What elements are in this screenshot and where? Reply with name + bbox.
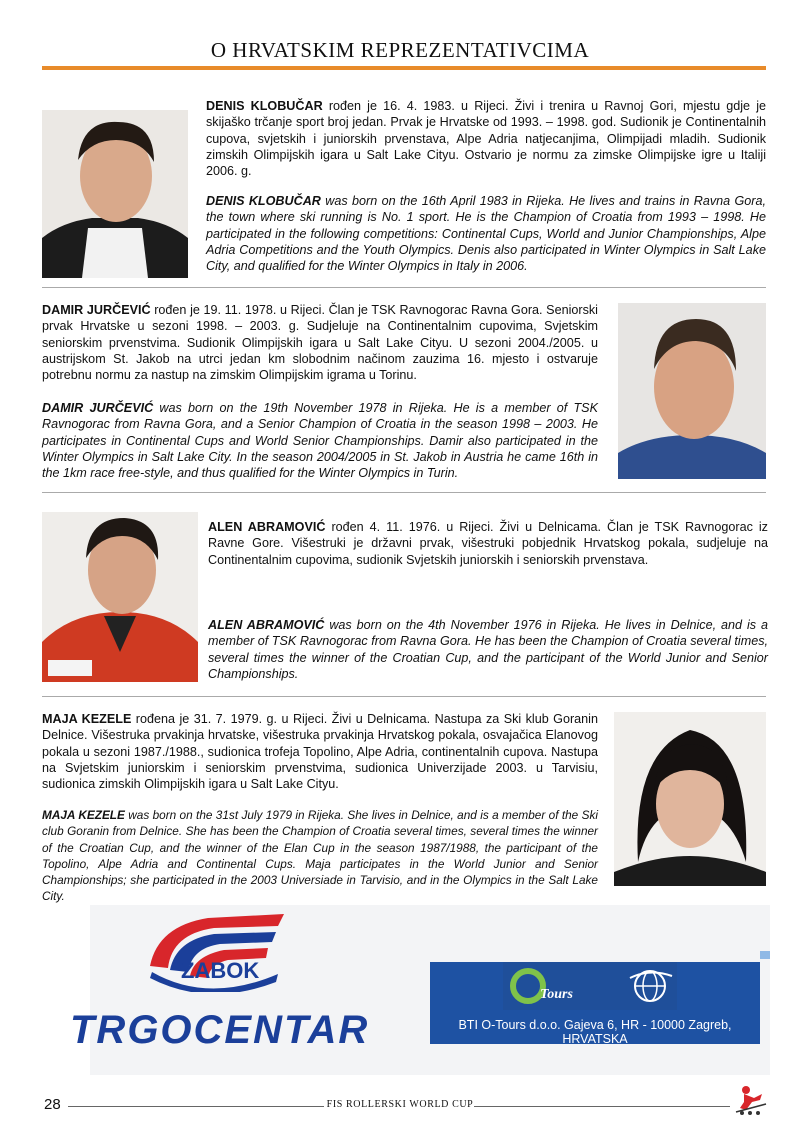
trgocentar-wordmark: TRGOCENTAR (70, 1008, 370, 1052)
athlete-photo-denis (42, 110, 188, 278)
globe-icon (628, 968, 674, 1009)
bio-en-damir: DAMIR JURČEVIĆ was born on the 19th November 1978 in Rijeka. He is a member of TSK Ravnogorac from Ravna Gora, and a Senior Champion of Croatia in the season 1998 – 2003. He participates in Continental Cups and World Senior Championships. Damir also participated in the Winter Olympics in Salt Lake City. In the season 2004/2005 in St. Jakob in Austria he came 16th in the 1km race free-style, and thus qualified for the Winter Olympics in Turin. (42, 401, 598, 481)
athlete-name: DAMIR JURČEVIĆ (42, 303, 151, 317)
divider (42, 287, 766, 288)
footer-rule-right (474, 1106, 730, 1107)
skier-logo-icon (734, 1084, 768, 1121)
trgocentar-logo-icon (148, 912, 284, 997)
title-rule (42, 66, 766, 70)
bio-en-denis: DENIS KLOBUČAR was born on the 16th April 1983 in Rijeka. He lives and trains in Ravna Gora, the town where ski running is No. 1 sport. He is the Champion of Croatia from 1993 – 1998. He participated in the following competitions: Continental Cups, World and Junior Championships, Alpe Adria Competitions and the Youth Olympics. Denis also participated in Winter Olympics in Salt Lake City, and qualified for the Winter Olympics in Italy in 2006. (206, 194, 767, 274)
athlete-photo-alen (42, 512, 198, 682)
otours-logo-text: Tours (540, 987, 573, 1002)
athlete-name: DENIS KLOBUČAR (206, 194, 321, 208)
athlete-photo-maja (614, 712, 766, 886)
page-number: 28 (44, 1096, 61, 1113)
divider (42, 492, 766, 493)
blue-marker (760, 951, 770, 959)
footer-title: FIS ROLLERSKI WORLD CUP (326, 1099, 474, 1110)
athlete-name: MAJA KEZELE (42, 712, 132, 726)
athlete-name: MAJA KEZELE (42, 808, 125, 822)
bio-en-maja: MAJA KEZELE was born on the 31st July 1979 in Rijeka. She lives in Delnice, and is a member of the Ski club Goranin from Delnice. She has been the Champion of Croatia several times, several times the winner of the Croatian Cup, and the winner of the Elan Cup in the season 1987/1988, the participant of the Topolino, Alpe Adria and Continental Cups. Maja participates in the World Junior and Senior Championships; she participated in the 2003 Universiade in Tarvisio, and in the Olympics in the Salt Lake City. (42, 808, 598, 904)
athlete-name: ALEN ABRAMOVIĆ (208, 520, 326, 534)
divider (42, 696, 766, 697)
otours-address: BTI O-Tours d.o.o. Gajeva 6, HR - 10000 Zagreb, HRVATSKA (458, 1018, 732, 1046)
athlete-photo-damir (618, 303, 766, 479)
bio-hr-denis: DENIS KLOBUČAR rođen je 16. 4. 1983. u Rijeci. Živi i trenira u Ravnoj Gori, mjestu gdje je skijaško trčanje sport broj jedan. Prvak je Hrvatske od 1993. – 1998. god. Sudionik je Continentalnih cupova, svjetskih i juniorskih prvenstava, Alpe Adria natjecanjima, Olimpijadi mladih. Sudionik zimskih Olimpijskih igara u Salt Lake Cityu. Ostvario je normu za zimske Olimpijske igre u Italiji 2006. g. (206, 99, 767, 179)
bio-hr-alen: ALEN ABRAMOVIĆ rođen 4. 11. 1976. u Rijeci. Živi u Delnicama. Član je TSK Ravnogorac iz Ravne Gore. Višestruki je državni prvak, višestruki pobjednik Hrvatskog pokala, sudjeluje na Continentalnim cupovima, sudionik Svjetskih juniorskih i seniorskih prvenstava. (208, 520, 768, 567)
bio-hr-damir: DAMIR JURČEVIĆ rođen je 19. 11. 1978. u Rijeci. Član je TSK Ravnogorac Ravna Gora. Seniorski prvak Hrvatske u sezoni 1998. – 2003. g. Sudjeluje na Continentalnim cupovima, Svjetskim seniorskim prvenstvima. Sudionik Olimpijskih igara u Salt Lake Cityu. U sezoni 2004./2005. u austrijskom St. Jakob na utrci jedan km slobodnim načinom zauzima 16. mjesto i ostvaruje potrebnu normu za nastup na zimskim Olimpijskim igrama u Torinu. (42, 303, 598, 383)
bio-en-alen: ALEN ABRAMOVIĆ was born on the 4th November 1976 in Rijeka. He lives in Delnice, and is a member of TSK Ravnogorac from Ravna Gora. He has been the Champion of Croatia several times, several times the winner of the Croatian Cup, and the participant of the World Junior and Senior Championships. (208, 618, 768, 681)
athlete-name: DENIS KLOBUČAR (206, 99, 323, 113)
zabok-label: ZABOK (181, 958, 260, 983)
bio-hr-maja: MAJA KEZELE rođena je 31. 7. 1979. g. u Rijeci. Živi u Delnicama. Nastupa za Ski klub Goranin Delnice. Višestruka prvakinja hrvatske, višestruka prvakinja Hrvatskog pokala, osvajačica Elanovog pokala u sezoni 1987./1988., sudionica trofeja Topolino, Alpe Adria, continentalnih cupova. Nastupa na Svjetskim juniorskim i seniorskim prvenstvima, sudionica Univerzijade 2003. u Tarvisiu, sudionica zimskih Olimpijskih igara u Salt Lake Cityu. (42, 712, 598, 792)
athlete-name: ALEN ABRAMOVIĆ (208, 618, 325, 632)
athlete-name: DAMIR JURČEVIĆ (42, 401, 154, 415)
page-title: O HRVATSKIM REPREZENTATIVCIMA (210, 38, 590, 62)
